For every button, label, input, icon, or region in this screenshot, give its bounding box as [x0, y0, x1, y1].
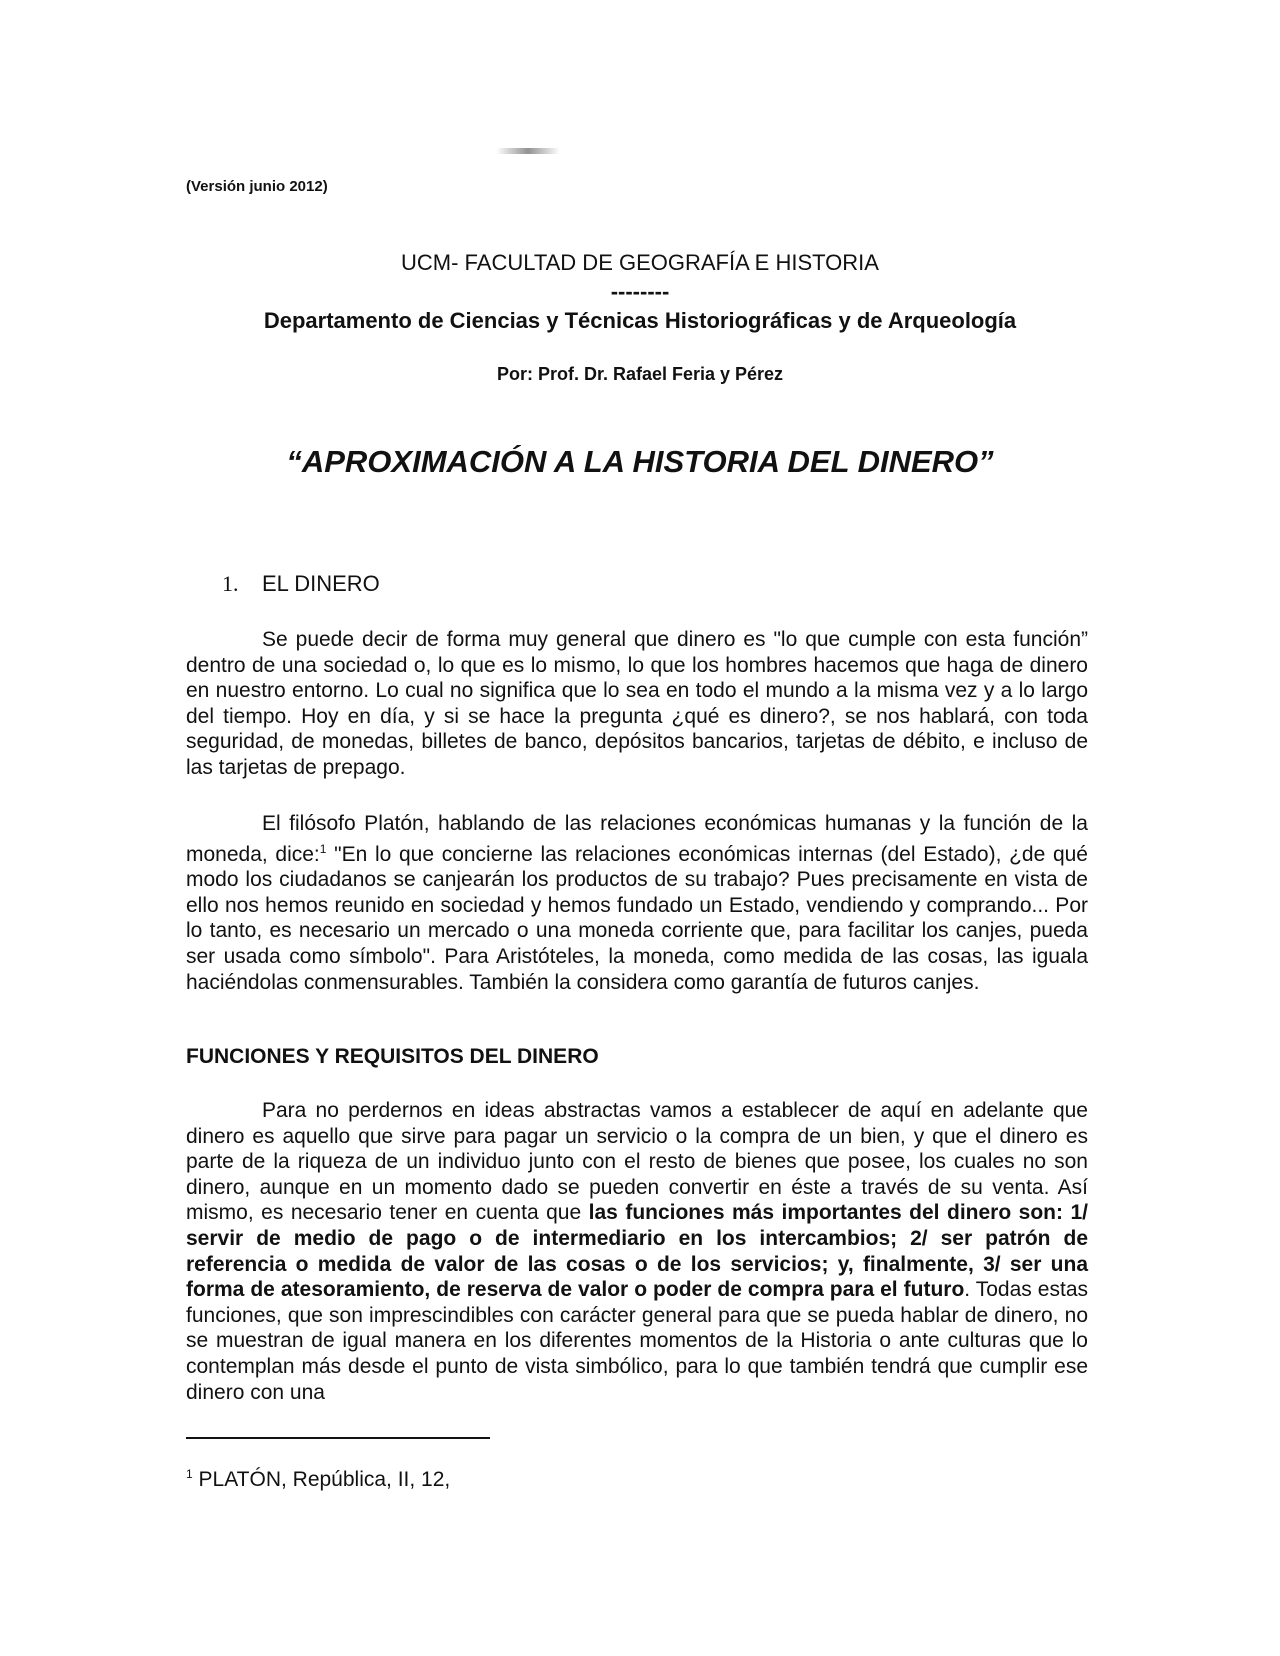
- department-heading: Departamento de Ciencias y Técnicas Historiográficas y de Arqueología: [263, 308, 1017, 333]
- footnote-text: PLATÓN, República, II, 12,: [192, 1468, 451, 1491]
- footnote-divider: [186, 1437, 490, 1439]
- paragraph-3-text: [186, 1098, 1088, 1405]
- paragraph-2: [186, 811, 1088, 995]
- section-number: 1.: [222, 571, 239, 596]
- subsection-heading: FUNCIONES Y REQUISITOS DEL DINERO: [186, 1045, 599, 1068]
- footnote-marker: 1: [186, 1467, 193, 1481]
- paragraph-3-bold-functions: las funciones más importantes del dinero son: 1/ servir de medio de pago o de intermediario en los intercambios; 2/ ser patrón de referencia o medida de valor de las cosas o de los servicios; y, finalmente, 3/ ser una forma de atesoramiento, de reserva de valor o poder de compra para el futuro: [186, 1201, 1088, 1302]
- paragraph-1-text: Se puede decir de forma muy general que dinero es "lo que cumple con esta función” dentro de una sociedad o, lo que es lo mismo, lo que los hombres hacemos que haga de dinero en nuestro entorno. Lo cual no significa que lo sea en todo el mundo a la misma vez y a lo largo del tiempo. Hoy en día, y si se hace la pregunta ¿qué es dinero?, se nos hablará, con toda seguridad, de monedas, billetes de banco, depósitos bancarios, tarjetas de débito, e incluso de las tarjetas de prepago.: [186, 628, 1088, 779]
- scan-mark: [496, 148, 560, 154]
- paragraph-2-text: [186, 811, 1088, 995]
- paragraph-2-part-b: "En lo que concierne las relaciones económicas internas (del Estado), ¿de qué modo los ciudadanos se canjearán los productos de su trabajo? Pues precisamente en vista de ello nos hemos reunido en sociedad y hemos fundado un Estado, vendiendo y comprando... Por lo tanto, es necesario un mercado o una moneda corriente que, para facilitar los canjes, pueda ser usada como símbolo". Para Aristóteles, la moneda, como medida de las cosas, las iguala haciéndolas conmensurables. También la considera como garantía de futuros canjes.: [186, 842, 1088, 994]
- section-title: EL DINERO: [262, 571, 380, 596]
- paragraph-2-part-a: El filósofo Platón, hablando de las relaciones económicas humanas y la función de la moneda, dice:: [186, 812, 1088, 866]
- author-line: Por: Prof. Dr. Rafael Feria y Pérez: [496, 364, 784, 384]
- paragraph-3-part-c: . Todas estas funciones, que son imprescindibles con carácter general para que se pueda hablar de dinero, no se muestran de igual manera en los diferentes momentos de la Historia o ante culturas que lo contemplan más desde el punto de vista simbólico, para lo que también tendrá que cumplir ese dinero con una: [186, 1278, 1088, 1404]
- footnote: [186, 1467, 450, 1492]
- paragraph-3: [186, 1098, 1088, 1405]
- paragraph-1: [186, 627, 1088, 781]
- paragraph-3-part-a: Para no perdernos en ideas abstractas vamos a establecer de aquí en adelante que dinero es aquello que sirve para pagar un servicio o la compra de un bien, y que el dinero es parte de la riqueza de un individuo junto con el resto de bienes que posee, los cuales no son dinero, aunque en un momento dado se pueden convertir en éste a través de su venta. Así mismo, es necesario tener en cuenta que: [186, 1099, 1088, 1225]
- heading-separator: --------: [610, 279, 670, 304]
- institution-heading: UCM- FACULTAD DE GEOGRAFÍA E HISTORIA: [401, 250, 879, 275]
- footnote-reference[interactable]: 1: [319, 841, 327, 856]
- document-title: “APROXIMACIÓN A LA HISTORIA DEL DINERO”: [286, 444, 994, 479]
- section-heading: [222, 571, 380, 597]
- version-note: (Versión junio 2012): [186, 178, 328, 195]
